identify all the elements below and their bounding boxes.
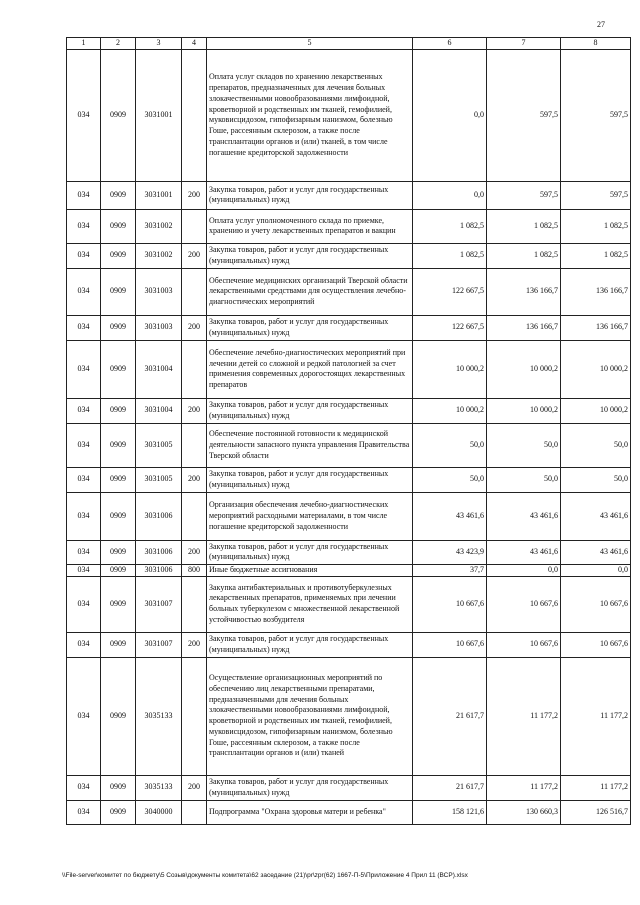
file-path-footer: \\File-server\комитет по бюджету\5 Созыв\документы комитета\62 заседание (21)\pr\zpr(62) 1667-П-5\Приложение 4 Прил 11 (ВСР).xlsx — [62, 872, 468, 879]
table-row — [67, 467, 631, 492]
expense-type-cell — [182, 268, 207, 315]
table-row — [67, 775, 631, 800]
description-cell: Закупка товаров, работ и услуг для государственных (муниципальных) нужд — [207, 540, 413, 564]
amount-col7-cell: 10 000,2 — [487, 340, 561, 398]
description-cell: Осуществление организационных мероприятий по обеспечению лиц лекарственными препаратами, предназначенными для лечения больных злокачественными новообразованиями лимфоидной, кроветворной и родственных им тканей, гемофилией, муковисцидозом, гипофизарным нанизмом, болезнью Гоше, рассеянным склерозом, а также после трансплантации органов и (или) тканей — [207, 657, 413, 775]
section-cell: 0909 — [101, 564, 136, 576]
expense-type-cell — [182, 576, 207, 632]
expense-type-cell — [182, 657, 207, 775]
header-cell: 5 — [207, 38, 413, 50]
amount-col6-cell: 122 667,5 — [413, 268, 487, 315]
section-cell: 0909 — [101, 49, 136, 181]
expense-type-cell — [182, 492, 207, 540]
description-cell: Закупка товаров, работ и услуг для государственных (муниципальных) нужд — [207, 398, 413, 423]
header-row — [67, 38, 631, 50]
target-article-cell: 3031006 — [136, 492, 182, 540]
section-cell: 0909 — [101, 632, 136, 657]
amount-col8-cell: 1 082,5 — [561, 243, 631, 268]
code-admin-cell: 034 — [67, 467, 101, 492]
table-row — [67, 632, 631, 657]
header-cell: 1 — [67, 38, 101, 50]
amount-col8-cell: 1 082,5 — [561, 209, 631, 243]
amount-col8-cell: 11 177,2 — [561, 775, 631, 800]
table-row — [67, 315, 631, 340]
expense-type-cell — [182, 340, 207, 398]
expense-type-cell: 200 — [182, 243, 207, 268]
code-admin-cell: 034 — [67, 243, 101, 268]
amount-col7-cell: 50,0 — [487, 423, 561, 467]
description-cell: Закупка товаров, работ и услуг для государственных (муниципальных) нужд — [207, 775, 413, 800]
description-cell: Обеспечение постоянной готовности к медицинской деятельности запасного пункта управления Правительства Тверской области — [207, 423, 413, 467]
target-article-cell: 3031007 — [136, 576, 182, 632]
table-row — [67, 340, 631, 398]
section-cell: 0909 — [101, 800, 136, 824]
header-cell: 4 — [182, 38, 207, 50]
header-cell: 2 — [101, 38, 136, 50]
amount-col7-cell: 1 082,5 — [487, 243, 561, 268]
amount-col8-cell: 597,5 — [561, 181, 631, 209]
table-row — [67, 657, 631, 775]
description-cell: Закупка товаров, работ и услуг для государственных (муниципальных) нужд — [207, 632, 413, 657]
code-admin-cell: 034 — [67, 657, 101, 775]
amount-col8-cell: 10 000,2 — [561, 340, 631, 398]
amount-col7-cell: 597,5 — [487, 181, 561, 209]
amount-col8-cell: 50,0 — [561, 467, 631, 492]
expense-type-cell — [182, 423, 207, 467]
target-article-cell: 3031007 — [136, 632, 182, 657]
amount-col7-cell: 136 166,7 — [487, 315, 561, 340]
description-cell: Подпрограмма "Охрана здоровья матери и ребенка" — [207, 800, 413, 824]
amount-col6-cell: 122 667,5 — [413, 315, 487, 340]
target-article-cell: 3031005 — [136, 467, 182, 492]
expense-type-cell: 200 — [182, 181, 207, 209]
amount-col6-cell: 10 667,6 — [413, 632, 487, 657]
section-cell: 0909 — [101, 398, 136, 423]
section-cell: 0909 — [101, 657, 136, 775]
description-cell: Закупка товаров, работ и услуг для государственных (муниципальных) нужд — [207, 243, 413, 268]
amount-col7-cell: 43 461,6 — [487, 492, 561, 540]
header-cell: 3 — [136, 38, 182, 50]
amount-col6-cell: 0,0 — [413, 49, 487, 181]
table-row — [67, 398, 631, 423]
code-admin-cell: 034 — [67, 576, 101, 632]
amount-col7-cell: 1 082,5 — [487, 209, 561, 243]
code-admin-cell: 034 — [67, 632, 101, 657]
amount-col8-cell: 597,5 — [561, 49, 631, 181]
amount-col7-cell: 130 660,3 — [487, 800, 561, 824]
amount-col6-cell: 158 121,6 — [413, 800, 487, 824]
expense-type-cell: 200 — [182, 632, 207, 657]
section-cell: 0909 — [101, 340, 136, 398]
table-row — [67, 800, 631, 824]
table-row — [67, 576, 631, 632]
amount-col6-cell: 10 667,6 — [413, 576, 487, 632]
amount-col7-cell: 10 667,6 — [487, 632, 561, 657]
expense-type-cell: 800 — [182, 564, 207, 576]
description-cell: Оплата услуг уполномоченного склада по приемке, хранению и учету лекарственных препаратов и вакцин — [207, 209, 413, 243]
code-admin-cell: 034 — [67, 49, 101, 181]
amount-col7-cell: 11 177,2 — [487, 775, 561, 800]
amount-col6-cell: 50,0 — [413, 467, 487, 492]
section-cell: 0909 — [101, 467, 136, 492]
table-row — [67, 49, 631, 181]
amount-col7-cell: 10 000,2 — [487, 398, 561, 423]
code-admin-cell: 034 — [67, 209, 101, 243]
amount-col8-cell: 126 516,7 — [561, 800, 631, 824]
section-cell: 0909 — [101, 540, 136, 564]
code-admin-cell: 034 — [67, 268, 101, 315]
code-admin-cell: 034 — [67, 315, 101, 340]
amount-col7-cell: 0,0 — [487, 564, 561, 576]
table-row — [67, 492, 631, 540]
budget-table — [66, 37, 631, 825]
target-article-cell: 3035133 — [136, 657, 182, 775]
code-admin-cell: 034 — [67, 340, 101, 398]
target-article-cell: 3031002 — [136, 209, 182, 243]
description-cell: Закупка антибактериальных и противотуберкулезных лекарственных препаратов, применяемых при лечении больных туберкулезом с множественной лекарственной устойчивостью возбудителя — [207, 576, 413, 632]
description-cell: Закупка товаров, работ и услуг для государственных (муниципальных) нужд — [207, 467, 413, 492]
amount-col8-cell: 11 177,2 — [561, 657, 631, 775]
description-cell: Иные бюджетные ассигнования — [207, 564, 413, 576]
description-cell: Закупка товаров, работ и услуг для государственных (муниципальных) нужд — [207, 181, 413, 209]
amount-col7-cell: 11 177,2 — [487, 657, 561, 775]
table-row — [67, 243, 631, 268]
target-article-cell: 3031006 — [136, 564, 182, 576]
header-cell: 6 — [413, 38, 487, 50]
target-article-cell: 3040000 — [136, 800, 182, 824]
header-cell: 8 — [561, 38, 631, 50]
amount-col8-cell: 0,0 — [561, 564, 631, 576]
header-cell: 7 — [487, 38, 561, 50]
target-article-cell: 3031003 — [136, 268, 182, 315]
page-number: 27 — [597, 20, 605, 29]
amount-col7-cell: 50,0 — [487, 467, 561, 492]
amount-col6-cell: 21 617,7 — [413, 657, 487, 775]
amount-col6-cell: 37,7 — [413, 564, 487, 576]
target-article-cell: 3031001 — [136, 49, 182, 181]
amount-col8-cell: 10 667,6 — [561, 576, 631, 632]
code-admin-cell: 034 — [67, 540, 101, 564]
table-row — [67, 181, 631, 209]
code-admin-cell: 034 — [67, 775, 101, 800]
target-article-cell: 3031001 — [136, 181, 182, 209]
target-article-cell: 3031004 — [136, 340, 182, 398]
table-row — [67, 209, 631, 243]
amount-col6-cell: 50,0 — [413, 423, 487, 467]
amount-col8-cell: 136 166,7 — [561, 268, 631, 315]
amount-col6-cell: 43 461,6 — [413, 492, 487, 540]
description-cell: Обеспечение лечебно-диагностических мероприятий при лечении детей со сложной и редкой патологией за счет применения современных дорогостоящих лекарственных препаратов — [207, 340, 413, 398]
expense-type-cell — [182, 209, 207, 243]
amount-col8-cell: 43 461,6 — [561, 540, 631, 564]
amount-col6-cell: 43 423,9 — [413, 540, 487, 564]
code-admin-cell: 034 — [67, 423, 101, 467]
amount-col8-cell: 10 000,2 — [561, 398, 631, 423]
expense-type-cell: 200 — [182, 775, 207, 800]
amount-col7-cell: 10 667,6 — [487, 576, 561, 632]
code-admin-cell: 034 — [67, 398, 101, 423]
amount-col6-cell: 0,0 — [413, 181, 487, 209]
target-article-cell: 3031005 — [136, 423, 182, 467]
section-cell: 0909 — [101, 268, 136, 315]
target-article-cell: 3031004 — [136, 398, 182, 423]
code-admin-cell: 034 — [67, 564, 101, 576]
description-cell: Организация обеспечения лечебно-диагностических мероприятий расходными материалами, в том числе погашение кредиторской задолженности — [207, 492, 413, 540]
target-article-cell: 3035133 — [136, 775, 182, 800]
section-cell: 0909 — [101, 576, 136, 632]
description-cell: Обеспечение медицинских организаций Тверской области лекарственными средствами для осуществления лечебно-диагностических мероприятий — [207, 268, 413, 315]
table-row — [67, 540, 631, 564]
description-cell: Оплата услуг складов по хранению лекарственных препаратов, предназначенных для лечения больных злокачественными новообразованиями лимфоидной, кроветворной и родственных им тканей, гемофилией, муковисцидозом, гипофизарным нанизмом, болезнью Гоше, рассеянным склерозом, а также после трансплантации органов и (или) тканей, в том числе погашение кредиторской задолженности — [207, 49, 413, 181]
section-cell: 0909 — [101, 492, 136, 540]
amount-col8-cell: 50,0 — [561, 423, 631, 467]
expense-type-cell: 200 — [182, 315, 207, 340]
table-row — [67, 564, 631, 576]
expense-type-cell: 200 — [182, 398, 207, 423]
section-cell: 0909 — [101, 181, 136, 209]
expense-type-cell — [182, 49, 207, 181]
amount-col7-cell: 597,5 — [487, 49, 561, 181]
code-admin-cell: 034 — [67, 800, 101, 824]
expense-type-cell: 200 — [182, 467, 207, 492]
amount-col7-cell: 43 461,6 — [487, 540, 561, 564]
amount-col7-cell: 136 166,7 — [487, 268, 561, 315]
section-cell: 0909 — [101, 315, 136, 340]
target-article-cell: 3031003 — [136, 315, 182, 340]
amount-col6-cell: 1 082,5 — [413, 209, 487, 243]
expense-type-cell: 200 — [182, 540, 207, 564]
target-article-cell: 3031002 — [136, 243, 182, 268]
section-cell: 0909 — [101, 775, 136, 800]
section-cell: 0909 — [101, 243, 136, 268]
amount-col6-cell: 1 082,5 — [413, 243, 487, 268]
amount-col6-cell: 10 000,2 — [413, 398, 487, 423]
code-admin-cell: 034 — [67, 181, 101, 209]
section-cell: 0909 — [101, 423, 136, 467]
amount-col8-cell: 43 461,6 — [561, 492, 631, 540]
target-article-cell: 3031006 — [136, 540, 182, 564]
amount-col6-cell: 10 000,2 — [413, 340, 487, 398]
amount-col8-cell: 136 166,7 — [561, 315, 631, 340]
table-row — [67, 423, 631, 467]
description-cell: Закупка товаров, работ и услуг для государственных (муниципальных) нужд — [207, 315, 413, 340]
amount-col8-cell: 10 667,6 — [561, 632, 631, 657]
table-row — [67, 268, 631, 315]
code-admin-cell: 034 — [67, 492, 101, 540]
section-cell: 0909 — [101, 209, 136, 243]
amount-col6-cell: 21 617,7 — [413, 775, 487, 800]
expense-type-cell — [182, 800, 207, 824]
